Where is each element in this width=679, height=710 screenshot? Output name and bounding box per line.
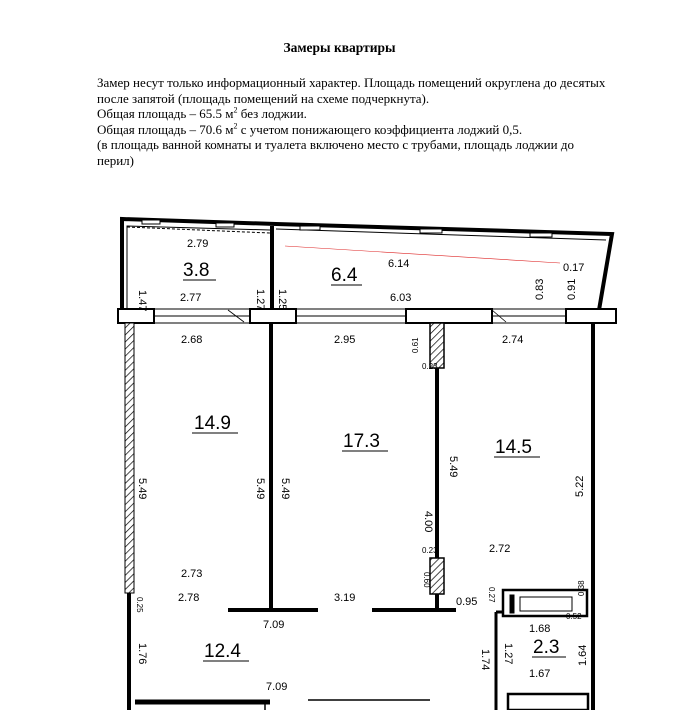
dim-0-60: 0.60 bbox=[422, 572, 431, 588]
dim-5-49-right: 5.49 bbox=[447, 456, 459, 478]
dim-2-77: 2.77 bbox=[180, 292, 202, 304]
dim-2-73: 2.73 bbox=[181, 568, 203, 580]
dim-5-49-middle: 5.49 bbox=[279, 478, 291, 500]
dim-0-95: 0.95 bbox=[456, 596, 478, 608]
dim-0-83: 0.83 bbox=[534, 278, 546, 300]
dim-0-17: 0.17 bbox=[563, 262, 585, 274]
dim-2-72: 2.72 bbox=[489, 543, 511, 555]
dim-0-27: 0.27 bbox=[487, 587, 496, 603]
dim-1-68: 1.68 bbox=[529, 623, 551, 635]
note-line-2: после запятой (площадь помещений на схеме подчеркнута). bbox=[97, 90, 430, 106]
dim-1-67: 1.67 bbox=[529, 668, 551, 680]
dim-4-00: 4.00 bbox=[422, 511, 434, 533]
dim-1-74: 1.74 bbox=[479, 649, 491, 671]
dim-1-76: 1.76 bbox=[136, 643, 148, 665]
note-line-5: (в площадь ванной комнаты и туалета включено место с трубами, площадь лоджии до bbox=[97, 137, 574, 152]
page-title: Замеры квартиры bbox=[283, 40, 396, 55]
area-loggia-small: 3.8 bbox=[183, 260, 210, 281]
note-line-6: перил) bbox=[97, 152, 135, 168]
area-room-right: 14.5 bbox=[495, 437, 532, 458]
note-line-1: Замер несут только информационный характер. Площадь помещений округлена до десятых bbox=[97, 75, 606, 90]
dim-2-68: 2.68 bbox=[181, 334, 203, 346]
dim-5-49-left-b: 5.49 bbox=[254, 478, 266, 500]
dim-0-38: 0.38 bbox=[577, 580, 586, 596]
dim-1-64: 1.64 bbox=[577, 644, 589, 666]
dim-0-23-bottom: 0.23 bbox=[422, 546, 438, 555]
dim-1-27-bath: 1.27 bbox=[502, 643, 514, 665]
dim-2-78: 2.78 bbox=[178, 592, 200, 604]
dim-0-61: 0.61 bbox=[411, 337, 420, 353]
dim-0-52: 0.52 bbox=[566, 612, 582, 621]
note-line-3: Общая площадь – 65.5 $м^2$ без лоджии. bbox=[97, 105, 307, 121]
dim-1-47: 1.47 bbox=[136, 290, 148, 312]
dim-6-03: 6.03 bbox=[390, 292, 412, 304]
dim-2-79: 2.79 bbox=[187, 238, 209, 250]
walls bbox=[125, 323, 593, 710]
dim-0-25: 0.25 bbox=[135, 597, 144, 613]
dim-1-27-loggia: 1.27 bbox=[254, 289, 266, 311]
dim-0-91: 0.91 bbox=[566, 278, 578, 300]
area-loggia-large: 6.4 bbox=[331, 265, 358, 286]
note-line-4: Общая площадь – 70.6 $м^2$ с учетом понижающего коэффициента лоджий 0,5. bbox=[97, 121, 523, 137]
area-hall: 12.4 bbox=[204, 641, 241, 662]
dim-5-22: 5.22 bbox=[574, 475, 586, 497]
dim-2-74: 2.74 bbox=[502, 334, 524, 346]
dim-7-09-bottom: 7.09 bbox=[266, 681, 288, 693]
dim-5-49-left-a: 5.49 bbox=[136, 478, 148, 500]
dim-1-25: 1.25 bbox=[276, 289, 288, 311]
dim-7-09-top: 7.09 bbox=[263, 619, 285, 631]
dim-0-23-top: 0.23 bbox=[422, 362, 438, 371]
dim-3-19: 3.19 bbox=[334, 592, 356, 604]
exterior-wall bbox=[118, 309, 616, 323]
dim-2-95: 2.95 bbox=[334, 334, 356, 346]
area-bathroom: 2.3 bbox=[533, 637, 560, 658]
area-room-left: 14.9 bbox=[194, 413, 231, 434]
dim-6-14: 6.14 bbox=[388, 258, 410, 270]
area-room-middle: 17.3 bbox=[343, 431, 380, 452]
